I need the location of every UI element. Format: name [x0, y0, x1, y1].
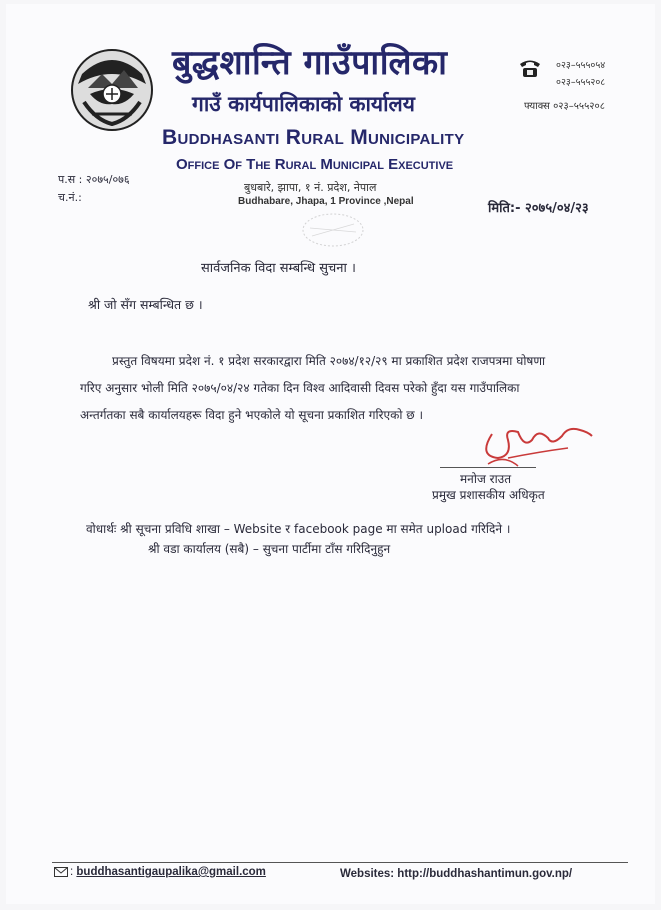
address-nepali: बुधबारे, झापा, १ नं. प्रदेश, नेपाल — [244, 181, 377, 194]
cc-line-2: श्री वडा कार्यालय (सबै) – सुचना पार्टीमा टाँस गरिदिनुहुन — [148, 542, 391, 556]
reference-ps: प.स : २०७५/०७६ — [58, 173, 130, 186]
phone-number-2: ०२३–५५५२०८ — [556, 77, 606, 88]
municipality-title-english: Buddhasanti Rural Municipality — [162, 126, 465, 149]
faint-stamp-mark — [298, 210, 368, 250]
phone-number-1: ०२३–५५५०५४ — [556, 60, 606, 71]
signatory-title: प्रमुख प्रशासकीय अधिकृत — [432, 488, 545, 502]
government-emblem-icon — [66, 44, 158, 134]
cc-line-1: वोधार्थः श्री सूचना प्रविधि शाखा – Website र facebook page मा समेत upload गरिदिने । — [86, 522, 511, 536]
letter-date: मिति:- २०७५/०४/२३ — [488, 201, 589, 216]
municipality-title-nepali: बुद्धशान्ति गाउँपालिका — [172, 43, 448, 83]
footer-email-prefix: : — [70, 866, 74, 878]
office-subtitle-nepali: गाउँ कार्यपालिकाको कार्यालय — [192, 92, 415, 116]
mail-icon — [54, 867, 68, 877]
footer-email-address[interactable]: buddhasantigaupalika@gmail.com — [76, 866, 266, 878]
signature-line — [440, 467, 536, 468]
address-english: Budhabare, Jhapa, 1 Province ,Nepal — [238, 196, 414, 207]
telephone-icon — [518, 58, 542, 78]
letter-subject: सार्वजनिक विदा सम्बन्धि सुचना । — [201, 261, 356, 276]
letter-body-text: प्रस्तुत विषयमा प्रदेश नं. १ प्रदेश सरकारद्वारा मिति २०७४/१२/२९ मा प्रकाशित प्रदेश राजपत्रमा घोषणा गरिए अनुसार भोली मिति २०७५/०४/२४ गतेका दिन विश्व आदिवासी दिवस परेको हुँदा यस गाउँपालिका अन्तर्गतका सबै कार्यालयहरू विदा हुने भएकोले यो सूचना प्रकाशित गरिएको छ । — [80, 354, 546, 422]
fax-number: फ्याक्स ०२३–५५५२०८ — [524, 101, 605, 112]
office-subtitle-english: Office Of The Rural Municipal Executive — [176, 156, 454, 173]
signatory-name: मनोज राउत — [460, 472, 512, 486]
reference-cn: च.नं.: — [58, 191, 82, 204]
footer-websites[interactable]: Websites: http://buddhashantimun.gov.np/ — [340, 868, 573, 880]
letter-salutation: श्री जो सँग सम्बन्धित छ । — [88, 297, 203, 312]
footer-divider — [52, 862, 628, 863]
footer-email — [54, 866, 266, 878]
